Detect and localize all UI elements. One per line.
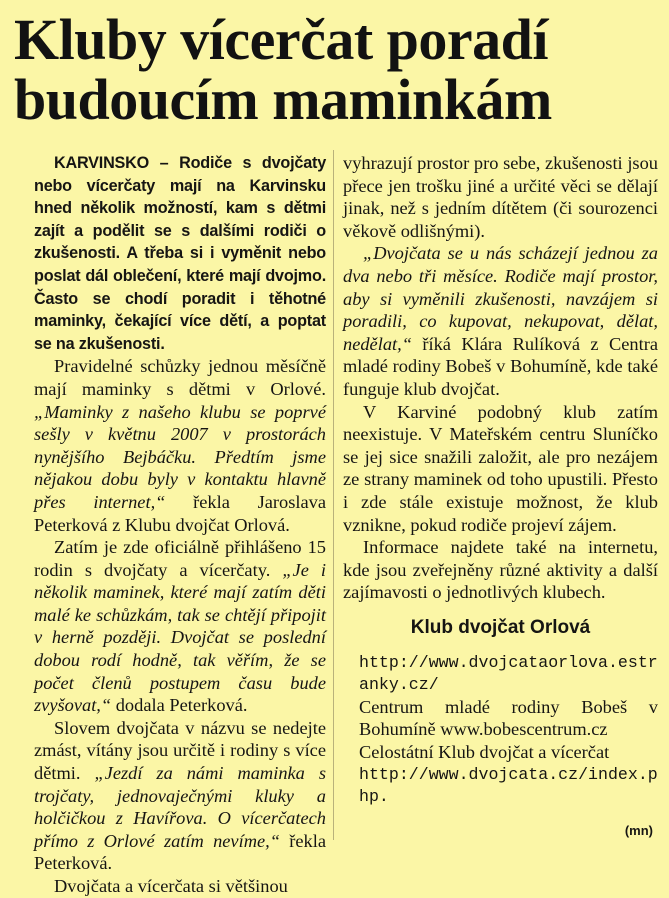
p3-text-a: Slovem dvojčata v názvu se nedejte zmást, vítány jsou určitě i rodiny s více dětmi. (34, 717, 326, 784)
right-column (343, 152, 658, 808)
body-paragraph-2 (34, 536, 326, 717)
body-paragraph-6: V Karviné podobný klub zatím neexistuje. V Mateřském centru Sluníčko se jej sice snažili založit, ale pro nezájem ze strany maminek od toho upustili. Přesto i zde stále existuje možnost, že klub vznikne, pokud rodiče projeví zájem. (343, 401, 658, 535)
p3-quote: „Jezdí za námi maminka s trojčaty, jednovaječnými kluky a holčičkou z Havířova. O vícerčatech přímo z Orlové zatím nevíme,“ (34, 763, 326, 851)
p3-text-b: řekla Peterková. (34, 830, 326, 874)
dateline: KARVINSKO (54, 154, 150, 172)
left-column (34, 152, 326, 898)
lead-text: – Rodiče s dvojčaty nebo vícerčaty mají na Karvinsku hned několik možností, kam s dětmi zajít a podělit se s dalšími rodiči o zkušenosti. A třeba si i vyměnit nebo poslat dál oblečení, které mají dvojmo. Často se chodí poradit i těhotné maminky, čekající více dětí, a poptat se na zkušenosti. (34, 154, 326, 353)
p2-text-a: Zatím je zde oficiálně přihlášeno 15 rodin s dvojčaty a vícerčaty. (34, 537, 326, 580)
p2-text-b: dodala Peterková. (111, 695, 248, 716)
p5-quote: „Dvojčata se u nás scházejí jednou za dva nebo tři měsíce. Rodiče mají prostor, aby si vyměnili zkušenosti, navzájem si poradili, co kupovat, nekupovat, dělat, nedělat,“ (343, 243, 658, 354)
body-paragraph-1 (34, 355, 326, 536)
headline-line-2: budoucím maminkám (14, 67, 552, 132)
p1-text-b: řekla Jaroslava Peterková z Klubu dvojčat Orlová. (34, 491, 326, 535)
headline-line-1: Kluby vícerčat poradí (14, 7, 549, 72)
body-paragraph-4-start: Dvojčata a vícerčata si většinou (54, 876, 288, 896)
info-box-title: Klub dvojčat Orlová (410, 616, 591, 638)
body-paragraph-7: Informace najdete také na internetu, kde jsou zveřejněny různé aktivity a další zajímavosti o jednotlivých klubech. (343, 537, 658, 603)
link-dvojcata[interactable]: http://www.dvojcata.cz/index.php. (359, 764, 658, 806)
p5-text: říká Klára Rulíková z Centra mladé rodiny Bobeš v Bohumíně, kde také funguje klub dvojčat. (343, 333, 658, 399)
link-orlova[interactable]: http://www.dvojcataorlova.estranky.cz/ (359, 652, 658, 694)
lead-paragraph (34, 152, 326, 355)
body-paragraph-3 (34, 717, 326, 875)
info-celostatni: Celostátní Klub dvojčat a vícerčat (359, 742, 610, 763)
body-paragraph-5 (343, 242, 658, 400)
body-paragraph-4-cont: vyhrazují prostor pro sebe, zkušenosti jsou přece jen trošku jiné a určité věci se dělají jinak, než s jedním dítětem (či sourozenci věkově odlišnými). (343, 153, 658, 241)
column-divider (333, 150, 334, 840)
p1-text-a: Pravidelné schůzky jednou měsíčně mají maminky s dětmi v Orlové. (34, 356, 326, 399)
p2-quote: „Je i několik maminek, které mají zatím děti malé ke schůzkám, tak se chtějí připojit v herně později. Dvojčat se poslední dobou rodí hodně, tak věřím, že se počet členů postupem času bude zvyšovat,“ (34, 559, 326, 716)
info-bobes: Centrum mladé rodiny Bobeš v Bohumíně www.bobescentrum.cz (359, 696, 658, 740)
article-headline (14, 7, 659, 132)
p1-quote: „Maminky z našeho klubu se poprvé sešly v květnu 2007 v prostorách nynějšího Bejbáčku. Předtím jsme nějakou dobu byly v kontaktu hlavně přes internet,“ (34, 401, 326, 512)
author-signature: (mn) (624, 823, 653, 838)
